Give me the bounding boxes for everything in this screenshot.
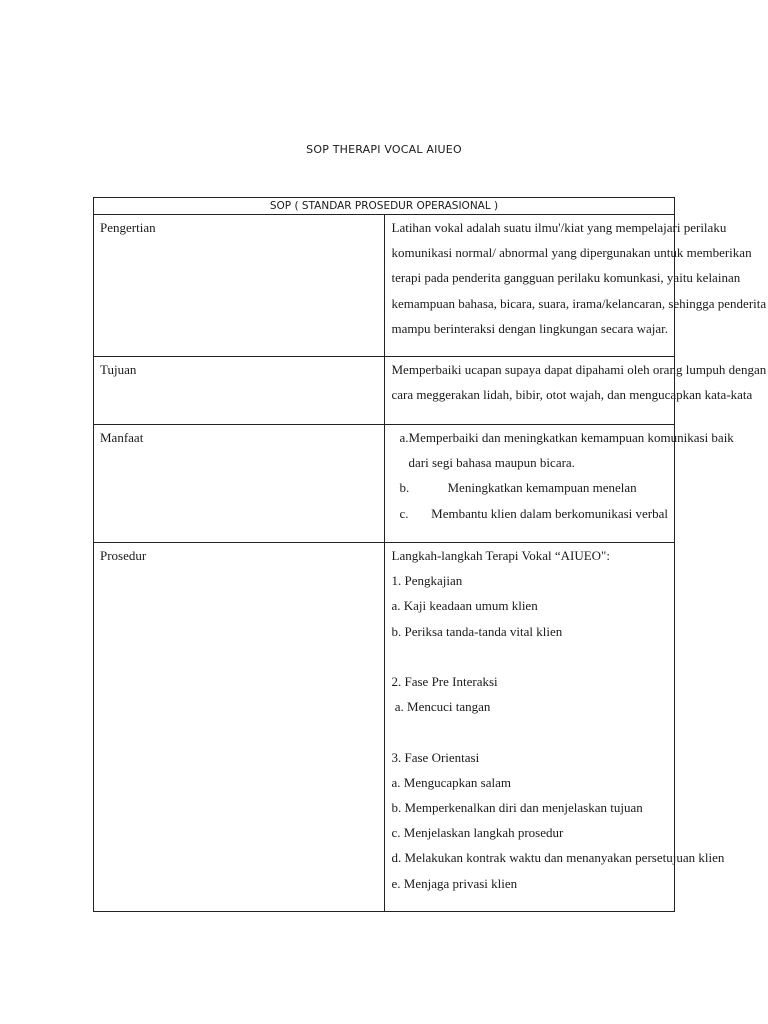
text-line: terapi pada penderita gangguan perilaku komunkasi, yaitu kelainan [391, 270, 741, 286]
procedure-step-heading: 3. Fase Orientasi [391, 749, 480, 765]
document-title: SOP THERAPI VOCAL AIUEO [306, 143, 462, 156]
list-item-text: Membantu klien dalam berkomunikasi verbal [431, 505, 668, 521]
procedure-step-item: a. Mencuci tangan [391, 699, 491, 715]
list-item-letter: a. [399, 430, 409, 445]
procedure-step-item: a. Kaji keadaan umum klien [391, 598, 538, 614]
row-label-manfaat: Manfaat [94, 425, 385, 543]
procedure-step-heading: 1. Pengkajian [391, 573, 463, 589]
list-item [392, 475, 669, 500]
procedure-step-item: b. Memperkenalkan diri dan menjelaskan tujuan [391, 800, 643, 815]
row-content-tujuan [384, 357, 767, 425]
table-row [94, 425, 675, 543]
list-item [392, 425, 734, 475]
text-line: Memperbaiki ucapan supaya dapat dipahami oleh orang lumpuh dengan [391, 362, 767, 377]
sop-table [93, 197, 767, 912]
text-line: mampu berinteraksi dengan lingkungan secara wajar. [391, 320, 669, 336]
table-row [94, 543, 675, 912]
table-row [94, 215, 675, 357]
list-item-letter: c. [399, 505, 409, 521]
procedure-intro: Langkah-langkah Terapi Vokal “AIUEO": [391, 548, 610, 563]
row-label-tujuan: Tujuan [94, 357, 385, 425]
procedure-step-item: d. Melakukan kontrak waktu dan menanyakan persetujuan klien [391, 850, 725, 866]
row-label-prosedur: Prosedur [94, 543, 385, 912]
procedure-step-item: b. Periksa tanda-tanda vital klien [391, 623, 563, 639]
text-line: Latihan vokal adalah suatu ilmu'/kiat yang mempelajari perilaku [391, 220, 727, 235]
text-line: cara meggerakan lidah, bibir, otot wajah, dan mengucapkan kata-kata [391, 387, 753, 403]
procedure-step-item: e. Menjaga privasi klien [391, 875, 518, 891]
list-item [392, 501, 669, 526]
table-header: SOP ( STANDAR PROSEDUR OPERASIONAL ) [94, 198, 675, 215]
row-content-prosedur [384, 543, 725, 912]
procedure-step-heading: 2. Fase Pre Interaksi [391, 674, 498, 689]
text-line: komunikasi normal/ abnormal yang dipergunakan untuk memberikan [391, 245, 752, 261]
row-content-pengertian [384, 215, 767, 357]
procedure-step-item: a. Mengucapkan salam [391, 774, 511, 790]
row-label-pengertian: Pengertian [94, 215, 385, 357]
list-item-letter: b. [399, 480, 410, 496]
procedure-step-item: c. Menjelaskan langkah prosedur [391, 825, 564, 841]
list-item-text: Meningkatkan kemampuan menelan [447, 480, 637, 496]
text-line: kemampuan bahasa, bicara, suara, irama/kelancaran, sehingga penderita [391, 295, 767, 311]
list-item-text: Memperbaiki dan meningkatkan kemampuan komunikasi baik [408, 430, 734, 445]
row-content-manfaat [384, 425, 734, 543]
table-row [94, 357, 675, 425]
table-header-row [94, 198, 675, 215]
list-item-text: dari segi bahasa maupun bicara. [408, 455, 575, 471]
